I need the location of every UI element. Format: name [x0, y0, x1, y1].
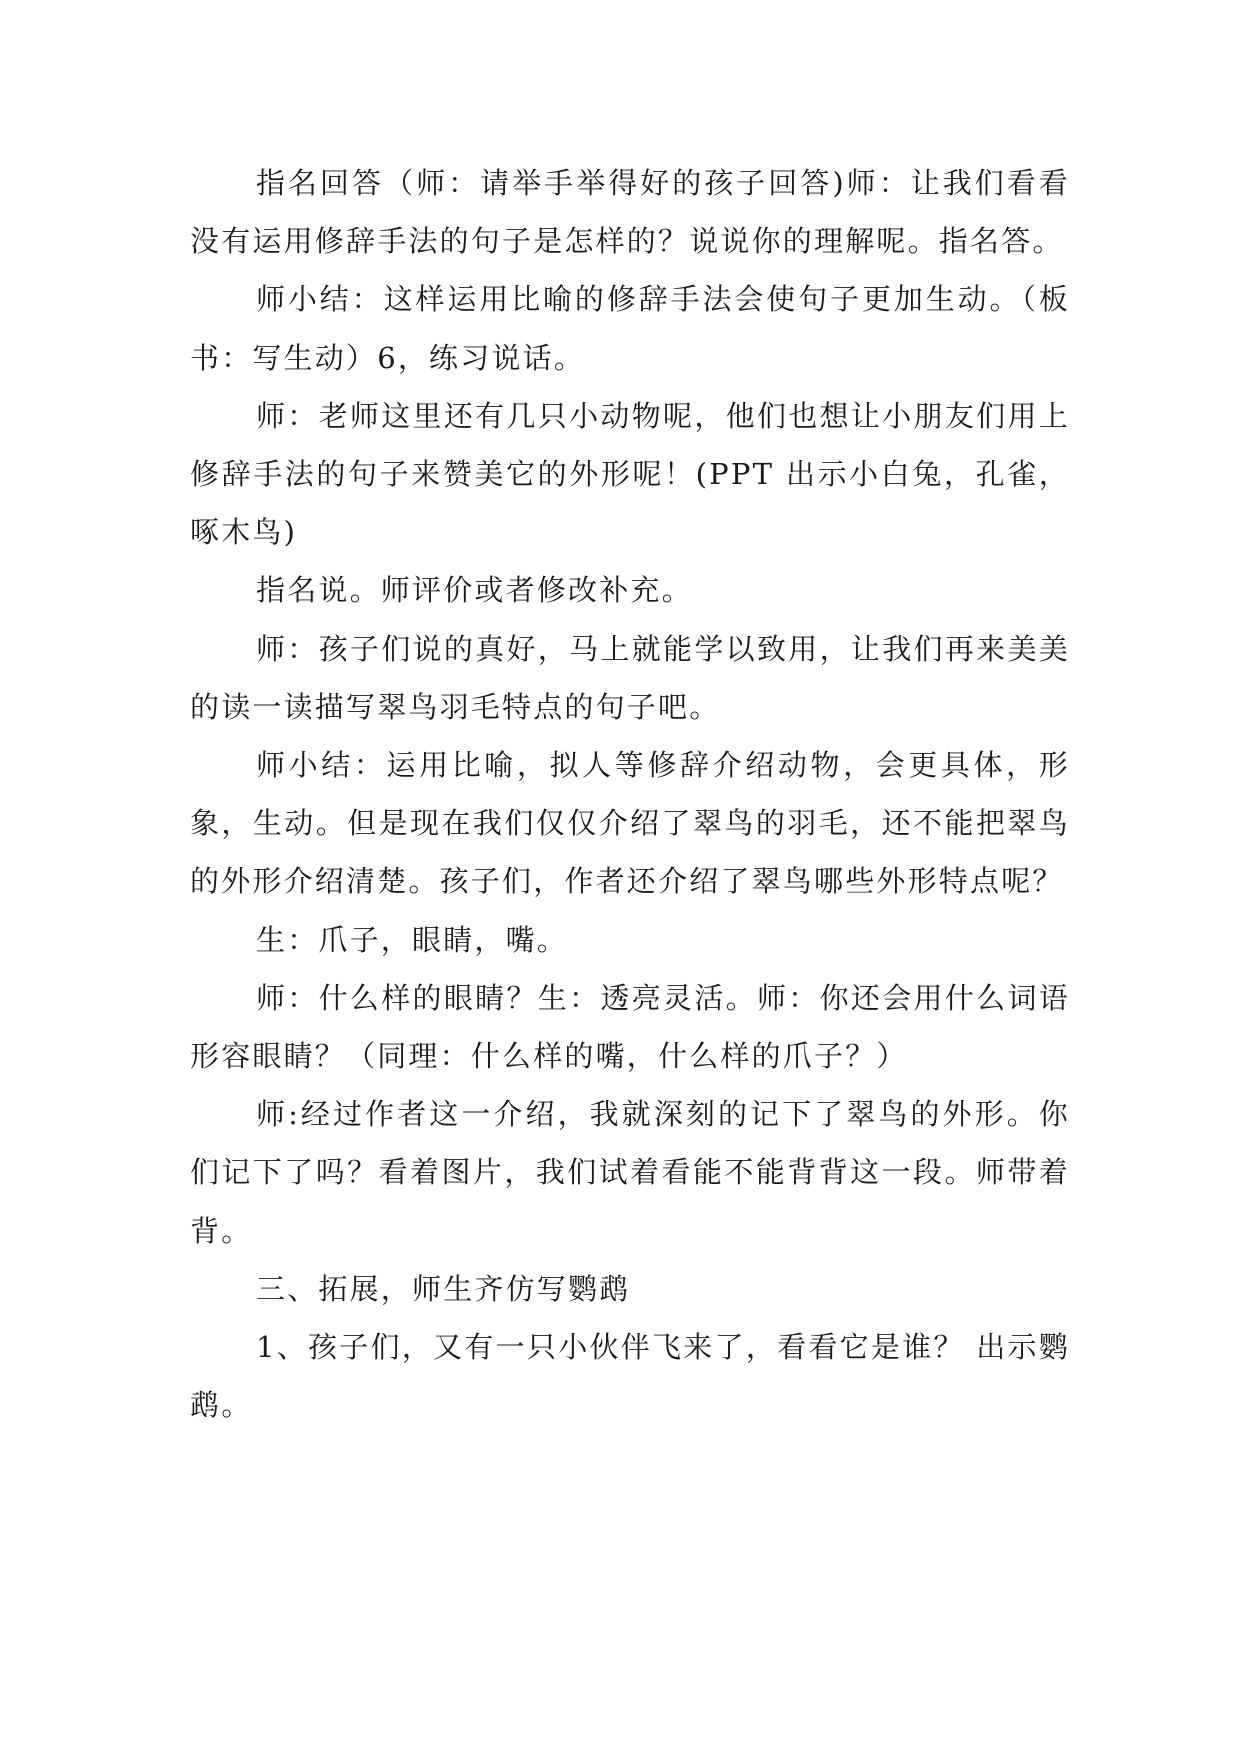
- paragraph-7: 生：爪子，眼睛，嘴。: [256, 922, 569, 957]
- paragraph-9: 师:经过作者这一介绍，我就深刻的记下了翠鸟的外形。你们记下了吗？看着图片，我们试着看能不能背背这一段。师带着背。: [190, 1097, 1070, 1248]
- paragraph-6: 师小结：运用比喻，拟人等修辞介绍动物，会更具体，形象，生动。但是现在我们仅仅介绍了翠鸟的羽毛，还不能把翠鸟的外形介绍清楚。孩子们，作者还介绍了翠鸟哪些外形特点呢？: [190, 748, 1070, 899]
- paragraph-4: 指名说。师评价或者修改补充。: [256, 573, 693, 608]
- paragraph-2: 师小结：这样运用比喻的修辞手法会使句子更加生动。（板书：写生动）6，练习说话。: [190, 282, 1070, 375]
- document-body: [190, 154, 1070, 1434]
- paragraph-3: 师：老师这里还有几只小动物呢，他们也想让小朋友们用上修辞手法的句子来赞美它的外形呢！(PPT 出示小白兔，孔雀，啄木鸟): [190, 398, 1070, 550]
- section-heading-extension: 三、拓展，师生齐仿写鹦鹉: [256, 1271, 631, 1306]
- paragraph-11: 1、孩子们，又有一只小伙伴飞来了，看看它是谁？ 出示鹦鹉。: [190, 1330, 1070, 1423]
- paragraph-5: 师：孩子们说的真好，马上就能学以致用，让我们再来美美的读一读描写翠鸟羽毛特点的句子吧。: [190, 631, 1070, 724]
- paragraph-8: 师：什么样的眼睛？生：透亮灵活。师：你还会用什么词语形容眼睛？（同理：什么样的嘴，什么样的爪子？）: [190, 980, 1070, 1074]
- paragraph-1: 指名回答（师：请举手举得好的孩子回答)师：让我们看看没有运用修辞手法的句子是怎样的？说说你的理解呢。指名答。: [190, 166, 1070, 259]
